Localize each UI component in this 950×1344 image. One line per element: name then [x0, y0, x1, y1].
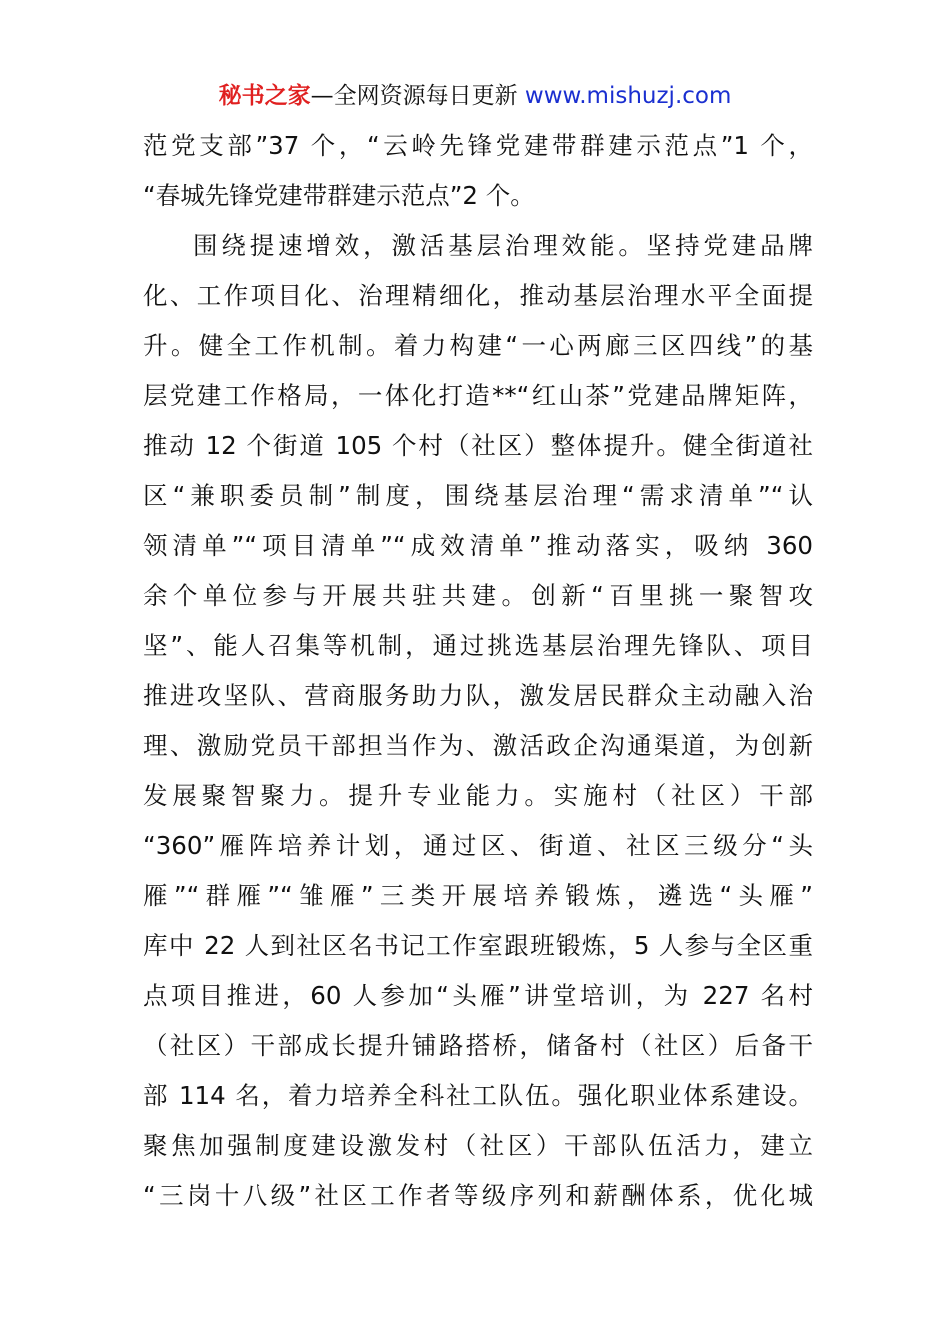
text-line: 区“兼职委员制”制度，围绕基层治理“需求清单”“认	[143, 481, 813, 510]
text-line: “360”雁阵培养计划，通过区、街道、社区三级分“头	[143, 831, 813, 860]
site-header	[0, 80, 950, 112]
text-line: 聚焦加强制度建设激发村（社区）干部队伍活力，建立	[143, 1131, 813, 1160]
text-line: 理、激励党员干部担当作为、激活政企沟通渠道，为创新	[143, 731, 813, 760]
text-line: 化、工作项目化、治理精细化，推动基层治理水平全面提	[143, 281, 813, 310]
text-line: 发展聚智聚力。提升专业能力。实施村（社区）干部	[143, 781, 813, 810]
paragraph-start-line: 围绕提速增效，激活基层治理效能。坚持党建品牌	[193, 231, 813, 260]
text-line: “春城先锋党建带群建示范点”2 个。	[143, 181, 535, 210]
site-tagline: —全网资源每日更新	[310, 83, 525, 109]
text-line: 坚”、能人召集等机制，通过挑选基层治理先锋队、项目	[143, 631, 813, 660]
text-line: 部 114 名，着力培养全科社工队伍。强化职业体系建设。	[143, 1081, 813, 1110]
text-line: 雁”“群雁”“雏雁”三类开展培养锻炼，遴选“头雁”	[143, 881, 813, 910]
text-line: （社区）干部成长提升铺路搭桥，储备村（社区）后备干	[143, 1031, 813, 1060]
text-line: 库中 22 人到社区名书记工作室跟班锻炼，5 人参与全区重	[143, 931, 813, 960]
text-line: “三岗十八级”社区工作者等级序列和薪酬体系，优化城	[143, 1181, 813, 1210]
site-url-link[interactable]: www.mishuzj.com	[524, 83, 732, 109]
text-line: 范党支部”37 个，“云岭先锋党建带群建示范点”1 个，	[143, 131, 813, 160]
text-line: 推动 12 个街道 105 个村（社区）整体提升。健全街道社	[143, 431, 813, 460]
text-line: 层党建工作格局，一体化打造**“红山茶”党建品牌矩阵，	[143, 381, 813, 410]
text-line: 升。健全工作机制。着力构建“一心两廊三区四线”的基	[143, 331, 813, 360]
text-line: 余个单位参与开展共驻共建。创新“百里挑一聚智攻	[143, 581, 813, 610]
text-line: 点项目推进，60 人参加“头雁”讲堂培训，为 227 名村	[143, 981, 813, 1010]
text-line: 推进攻坚队、营商服务助力队，激发居民群众主动融入治	[143, 681, 813, 710]
site-brand: 秘书之家	[218, 83, 311, 109]
document-body	[143, 121, 813, 1221]
text-line: 领清单”“项目清单”“成效清单”推动落实，吸纳 360	[143, 531, 813, 560]
